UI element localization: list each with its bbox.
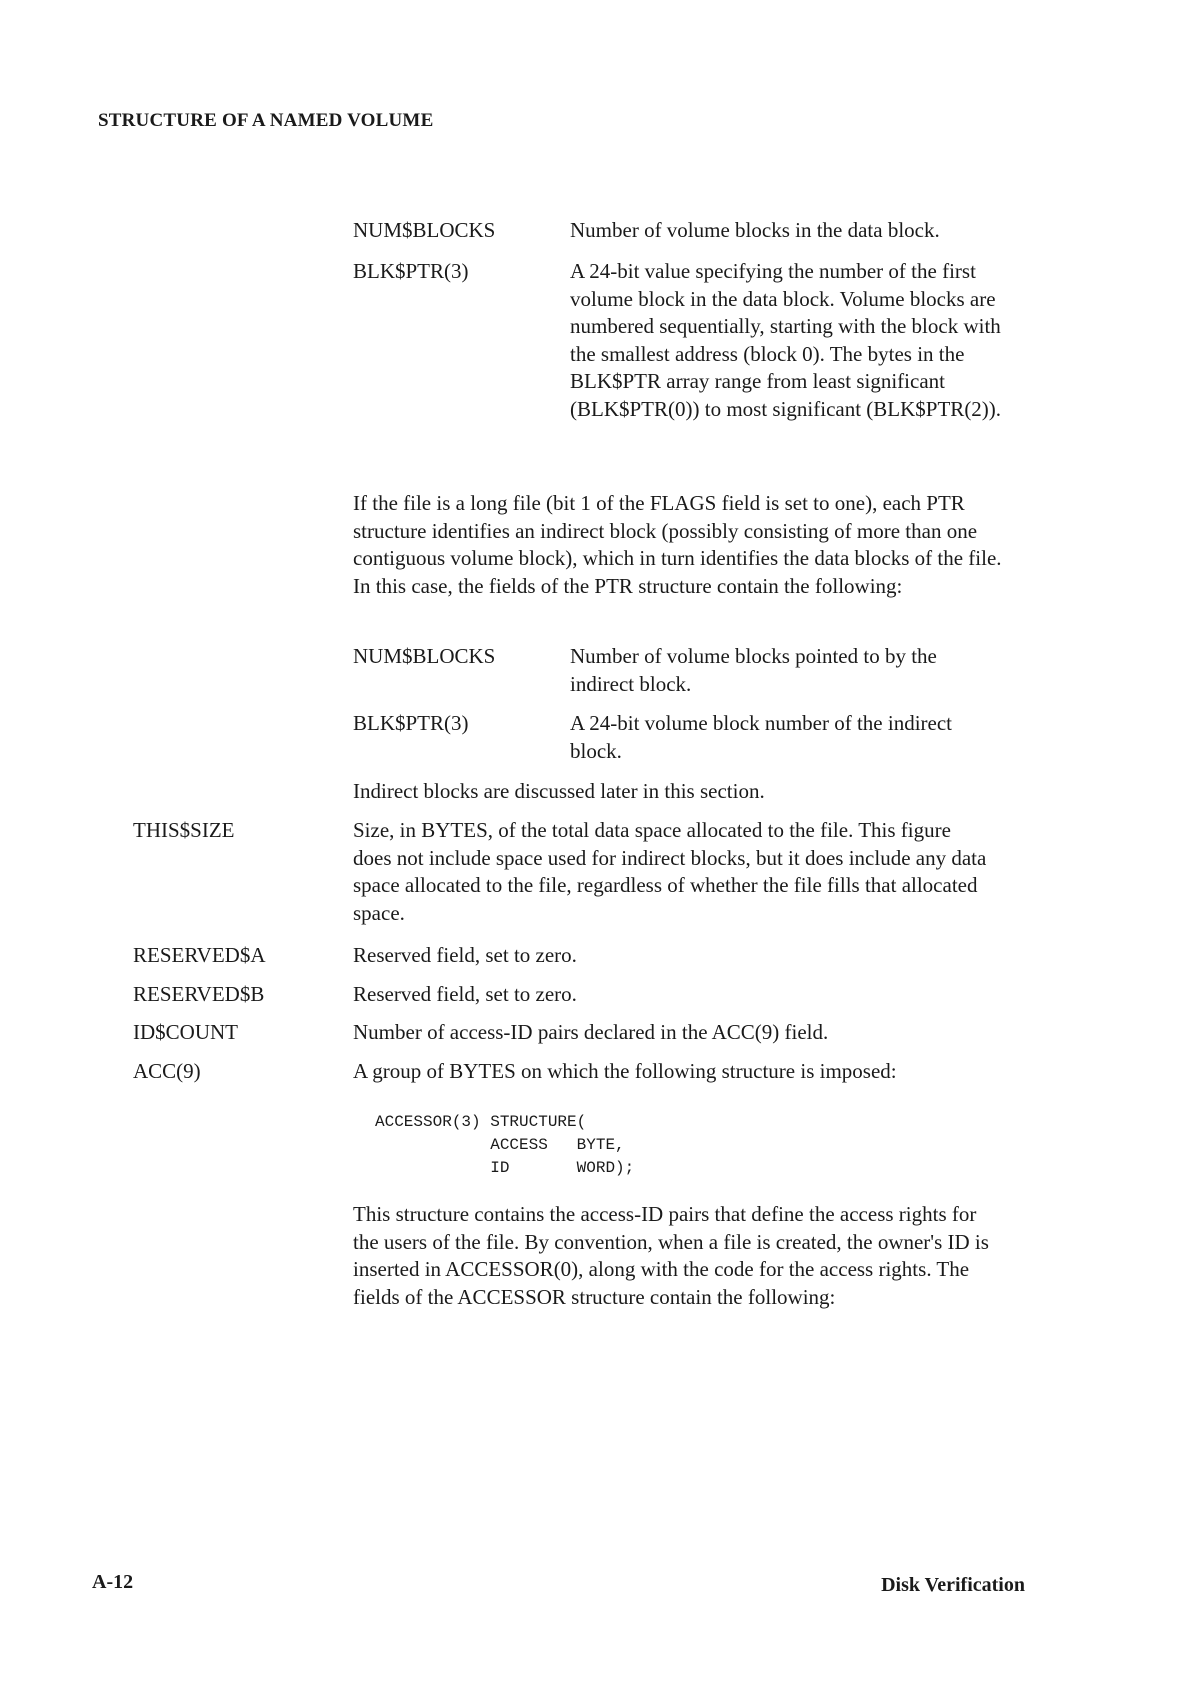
code-line-1: ACCESSOR(3) STRUCTURE( [375, 1113, 587, 1131]
term-this-size: THIS$SIZE [133, 818, 235, 842]
long-file-paragraph: If the file is a long file (bit 1 of the FLAGS field is set to one), each PTR structure identifies an indirect block (possibly consisting of more than one contiguous volume block), which in turn identifies the data blocks of the file. In this case, the fields of the PTR structure contain the following: [353, 491, 1002, 598]
term-acc: ACC(9) [133, 1059, 201, 1083]
desc-long-num-blocks: Number of volume blocks pointed to by the indirect block. [570, 644, 937, 696]
term-long-blk-ptr: BLK$PTR(3) [353, 711, 469, 735]
desc-id-count: Number of access-ID pairs declared in the ACC(9) field. [353, 1020, 829, 1044]
desc-long-blk-ptr: A 24-bit volume block number of the indirect block. [570, 711, 952, 763]
term-num-blocks: NUM$BLOCKS [353, 218, 496, 242]
accessor-paragraph: This structure contains the access-ID pairs that define the access rights for the users of the file. By convention, when a file is created, the owner's ID is inserted in ACCESSOR(0), along with the code for the access rights. The fields of the ACCESSOR structure contain the following: [353, 1202, 989, 1309]
term-blk-ptr: BLK$PTR(3) [353, 259, 469, 283]
desc-this-size: Size, in BYTES, of the total data space allocated to the file. This figure does not include space used for indirect blocks, but it does include any data space allocated to the file, regardless of whether the file fills that allocated space. [353, 818, 987, 925]
section-title: Disk Verification [881, 1574, 1025, 1596]
term-long-num-blocks: NUM$BLOCKS [353, 644, 496, 668]
indirect-note: Indirect blocks are discussed later in this section. [353, 779, 765, 803]
page-number: A-12 [92, 1571, 134, 1593]
code-line-2: ACCESS BYTE, [375, 1136, 625, 1154]
term-id-count: ID$COUNT [133, 1020, 238, 1044]
desc-reserved-b: Reserved field, set to zero. [353, 982, 577, 1006]
desc-reserved-a: Reserved field, set to zero. [353, 943, 577, 967]
desc-blk-ptr: A 24-bit value specifying the number of the first volume block in the data block. Volume blocks are numbered sequentially, starting with the block with the smallest address (block 0). The bytes in the BLK$PTR array range from least significant (BLK$PTR(0)) to most significant (BLK$PTR(2)). [570, 259, 1002, 421]
code-line-3: ID WORD); [375, 1159, 635, 1177]
desc-acc: A group of BYTES on which the following structure is imposed: [353, 1059, 897, 1083]
term-reserved-b: RESERVED$B [133, 982, 265, 1006]
term-reserved-a: RESERVED$A [133, 943, 266, 967]
desc-num-blocks: Number of volume blocks in the data block. [570, 218, 940, 242]
page-header: STRUCTURE OF A NAMED VOLUME [98, 110, 434, 131]
